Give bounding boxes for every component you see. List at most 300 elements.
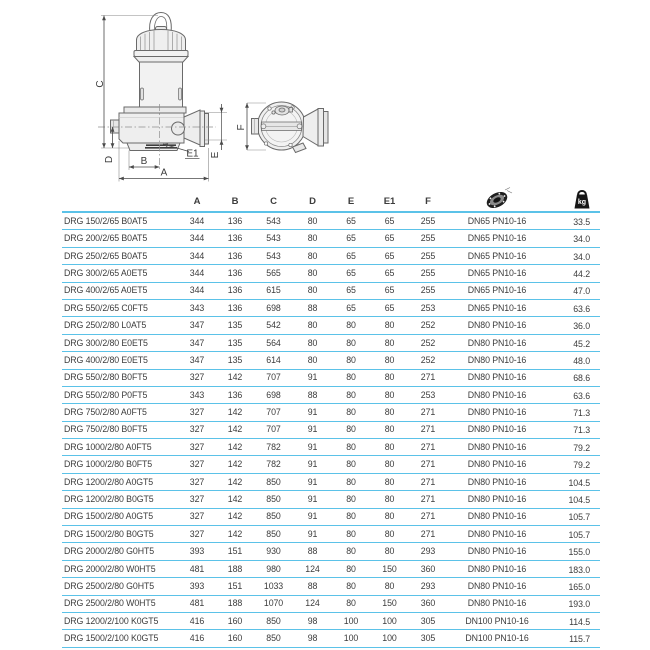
col-header-b: B: [216, 186, 254, 212]
weight-cell: 165.0: [547, 579, 600, 596]
dim-d-cell: 91: [293, 508, 332, 525]
dim-e1-cell: 80: [370, 578, 409, 595]
table-row: [62, 630, 600, 647]
flange-cell: DN80 PN10-16: [447, 578, 547, 595]
dim-e-cell: 65: [332, 212, 370, 230]
dim-f-cell: 360: [409, 560, 447, 577]
dim-d-cell: 124: [293, 595, 332, 612]
flange-cell: DN65 PN10-16: [447, 282, 547, 299]
dimensions-table: [62, 186, 600, 648]
dim-f-cell: 293: [409, 543, 447, 560]
dim-f-cell: 271: [409, 491, 447, 508]
table-row: [62, 352, 600, 369]
dim-e-cell: 65: [332, 282, 370, 299]
dim-c-cell: 1033: [254, 578, 293, 595]
col-header-d: D: [293, 186, 332, 212]
dim-c-cell: 707: [254, 369, 293, 386]
weight-cell: 71.3: [547, 422, 600, 439]
table-row: [62, 560, 600, 577]
dim-d-cell: 124: [293, 560, 332, 577]
dim-b-cell: 188: [216, 560, 254, 577]
flange-cell: DN80 PN10-16: [447, 369, 547, 386]
model-cell: DRG 2500/2/80 W0HT5: [62, 595, 178, 612]
dim-b-cell: 136: [216, 282, 254, 299]
dim-f-cell: 252: [409, 317, 447, 334]
dim-e-cell: 80: [332, 421, 370, 438]
dim-e-cell: 80: [332, 404, 370, 421]
col-header-f: F: [409, 186, 447, 212]
dim-d-cell: 88: [293, 578, 332, 595]
dim-c-cell: 543: [254, 230, 293, 247]
flange-cell: DN65 PN10-16: [447, 230, 547, 247]
dim-f-cell: 271: [409, 508, 447, 525]
dim-a-cell: 327: [178, 369, 216, 386]
flange-cell: DN65 PN10-16: [447, 299, 547, 316]
table-row: [62, 612, 600, 629]
model-cell: DRG 400/2/80 E0ET5: [62, 352, 178, 369]
dim-e1-cell: 80: [370, 508, 409, 525]
dim-b-cell: 151: [216, 578, 254, 595]
dim-d-cell: 88: [293, 299, 332, 316]
table-row: [62, 543, 600, 560]
dim-c-cell: 707: [254, 421, 293, 438]
flange-cell: DN80 PN10-16: [447, 334, 547, 351]
table-row: [62, 230, 600, 247]
model-cell: DRG 550/2/80 B0FT5: [62, 369, 178, 386]
table-row: [62, 595, 600, 612]
motor-cap-shape: [134, 27, 188, 63]
dim-d-cell: 80: [293, 334, 332, 351]
dim-e-cell: 80: [332, 526, 370, 543]
dim-b-cell: 136: [216, 299, 254, 316]
col-header-a: A: [178, 186, 216, 212]
model-cell: DRG 1500/2/80 A0GT5: [62, 508, 178, 525]
dim-label-d: D: [104, 155, 115, 164]
dim-d-cell: 91: [293, 421, 332, 438]
dim-e1-cell: 80: [370, 317, 409, 334]
weight-cell: 104.5: [547, 492, 600, 509]
weight-cell: 63.6: [547, 387, 600, 404]
dim-a-cell: 481: [178, 560, 216, 577]
dim-c-cell: 564: [254, 334, 293, 351]
dim-a-cell: 347: [178, 334, 216, 351]
dim-a-cell: 327: [178, 456, 216, 473]
model-cell: DRG 1200/2/80 A0GT5: [62, 473, 178, 490]
dim-c-cell: 850: [254, 526, 293, 543]
table-row: [62, 508, 600, 525]
dim-a-cell: 393: [178, 543, 216, 560]
dim-a-cell: 343: [178, 386, 216, 403]
col-header-c: C: [254, 186, 293, 212]
dim-b-cell: 142: [216, 526, 254, 543]
flange-cell: DN80 PN10-16: [447, 456, 547, 473]
weight-cell: 79.2: [547, 440, 600, 457]
dim-e1-cell: 150: [370, 595, 409, 612]
dim-d-cell: 80: [293, 317, 332, 334]
dim-f-cell: 305: [409, 612, 447, 629]
weight-cell: 183.0: [547, 561, 600, 578]
pump-side-view: [98, 13, 216, 171]
dim-d-cell: 91: [293, 456, 332, 473]
flange-cell: DN80 PN10-16: [447, 508, 547, 525]
table-row: [62, 212, 600, 230]
dim-e1-cell: 80: [370, 439, 409, 456]
dim-d-cell: 88: [293, 386, 332, 403]
model-cell: DRG 750/2/80 A0FT5: [62, 404, 178, 421]
motor-body-shape: [140, 62, 183, 107]
dim-e-cell: 80: [332, 317, 370, 334]
dim-e1-cell: 80: [370, 369, 409, 386]
model-cell: DRG 2500/2/80 G0HT5: [62, 578, 178, 595]
table-row: [62, 421, 600, 438]
dim-a-cell: 327: [178, 473, 216, 490]
pump-dimension-drawing: [0, 0, 650, 185]
dim-b-cell: 142: [216, 421, 254, 438]
dim-c-cell: 850: [254, 612, 293, 629]
model-cell: DRG 300/2/80 E0ET5: [62, 334, 178, 351]
table-row: [62, 404, 600, 421]
dim-e1-cell: 100: [370, 630, 409, 647]
flange-cell: DN80 PN10-16: [447, 317, 547, 334]
dim-d-cell: 80: [293, 247, 332, 264]
dim-e1-cell: 80: [370, 526, 409, 543]
dim-f-cell: 271: [409, 421, 447, 438]
model-cell: DRG 550/2/80 P0FT5: [62, 386, 178, 403]
weight-cell: 47.0: [547, 283, 600, 300]
flange-cell: DN80 PN10-16: [447, 491, 547, 508]
flange-cell: DN80 PN10-16: [447, 543, 547, 560]
dim-e-cell: 80: [332, 473, 370, 490]
dim-e-cell: 65: [332, 265, 370, 282]
dim-e1-cell: 65: [370, 212, 409, 230]
dim-d-cell: 91: [293, 404, 332, 421]
dim-a-cell: 327: [178, 491, 216, 508]
dim-c-cell: 782: [254, 456, 293, 473]
weight-cell: 63.6: [547, 300, 600, 317]
dim-c-cell: 543: [254, 212, 293, 230]
dim-f-cell: 305: [409, 630, 447, 647]
model-cell: DRG 400/2/65 A0ET5: [62, 282, 178, 299]
dim-a-cell: 327: [178, 526, 216, 543]
dim-e1-cell: 65: [370, 230, 409, 247]
table-header-row: [62, 186, 600, 212]
dim-b-cell: 136: [216, 265, 254, 282]
dim-e-cell: 80: [332, 543, 370, 560]
dim-e1-cell: 80: [370, 491, 409, 508]
dim-d-cell: 98: [293, 612, 332, 629]
dim-e1-cell: 80: [370, 404, 409, 421]
dim-c-cell: 1070: [254, 595, 293, 612]
dim-b-cell: 160: [216, 630, 254, 647]
table-row: [62, 578, 600, 595]
model-cell: DRG 2000/2/80 W0HT5: [62, 560, 178, 577]
dim-e1-cell: 65: [370, 265, 409, 282]
dim-label-e1: E1: [186, 148, 199, 160]
dim-e1-cell: 80: [370, 352, 409, 369]
dim-d-cell: 80: [293, 230, 332, 247]
model-cell: DRG 2000/2/80 G0HT5: [62, 543, 178, 560]
dim-b-cell: 136: [216, 212, 254, 230]
table-row: [62, 247, 600, 264]
model-cell: DRG 1000/2/80 B0FT5: [62, 456, 178, 473]
dim-b-cell: 142: [216, 404, 254, 421]
dim-label-c: C: [95, 80, 106, 88]
dim-a-cell: 416: [178, 612, 216, 629]
dim-e-cell: 80: [332, 386, 370, 403]
dim-c-cell: 850: [254, 630, 293, 647]
flange-cell: DN80 PN10-16: [447, 595, 547, 612]
dim-a-cell: 344: [178, 282, 216, 299]
flange-cell: DN80 PN10-16: [447, 439, 547, 456]
dim-e1-cell: 100: [370, 612, 409, 629]
dim-f-cell: 255: [409, 230, 447, 247]
model-cell: DRG 250/2/80 L0AT5: [62, 317, 178, 334]
flange-cell: DN65 PN10-16: [447, 212, 547, 230]
dim-f-cell: 255: [409, 265, 447, 282]
col-header-e: E: [332, 186, 370, 212]
dim-b-cell: 135: [216, 334, 254, 351]
dim-f-cell: 360: [409, 595, 447, 612]
dim-f-cell: 252: [409, 334, 447, 351]
dim-e-cell: 80: [332, 595, 370, 612]
dim-f-cell: 255: [409, 282, 447, 299]
dim-e1-cell: 80: [370, 473, 409, 490]
dim-c-cell: 850: [254, 473, 293, 490]
dim-b-cell: 136: [216, 386, 254, 403]
weight-cell: 193.0: [547, 596, 600, 613]
model-cell: DRG 250/2/65 B0AT5: [62, 247, 178, 264]
dim-e-cell: 65: [332, 247, 370, 264]
dim-d-cell: 98: [293, 630, 332, 647]
dim-d-cell: 80: [293, 282, 332, 299]
weight-cell: 45.2: [547, 335, 600, 352]
model-cell: DRG 1200/2/100 K0GT5: [62, 612, 178, 629]
weight-cell: 115.7: [547, 631, 600, 648]
flange-cell: DN80 PN10-16: [447, 421, 547, 438]
col-header-weight: [547, 186, 600, 212]
dim-c-cell: 707: [254, 404, 293, 421]
flange-cell: DN65 PN10-16: [447, 247, 547, 264]
model-cell: DRG 550/2/65 C0FT5: [62, 299, 178, 316]
dim-a-cell: 344: [178, 230, 216, 247]
dim-a-cell: 327: [178, 404, 216, 421]
dim-f-cell: 271: [409, 456, 447, 473]
dim-c-cell: 543: [254, 247, 293, 264]
dim-b-cell: 151: [216, 543, 254, 560]
weight-cell: 68.6: [547, 370, 600, 387]
dim-a-cell: 343: [178, 299, 216, 316]
dim-label-e: E: [210, 151, 221, 159]
dim-d-cell: 91: [293, 439, 332, 456]
dim-f-cell: 293: [409, 578, 447, 595]
dim-e-cell: 65: [332, 299, 370, 316]
dim-e1-cell: 80: [370, 543, 409, 560]
dim-a-cell: 393: [178, 578, 216, 595]
dim-c-cell: 615: [254, 282, 293, 299]
weight-cell: 105.7: [547, 527, 600, 544]
weight-cell: 155.0: [547, 544, 600, 561]
flange-cell: DN80 PN10-16: [447, 404, 547, 421]
weight-cell: 105.7: [547, 509, 600, 526]
dim-e1-cell: 65: [370, 247, 409, 264]
dim-b-cell: 142: [216, 508, 254, 525]
dim-f-cell: 271: [409, 526, 447, 543]
dim-b-cell: 142: [216, 491, 254, 508]
table-row: [62, 473, 600, 490]
dim-e-cell: 80: [332, 334, 370, 351]
flange-cell: DN80 PN10-16: [447, 352, 547, 369]
weight-cell: 104.5: [547, 474, 600, 491]
table-row: [62, 386, 600, 403]
model-cell: DRG 1500/2/80 B0GT5: [62, 526, 178, 543]
dim-e-cell: 80: [332, 560, 370, 577]
dim-c-cell: 850: [254, 491, 293, 508]
weight-cell: 79.2: [547, 457, 600, 474]
dim-e-cell: 80: [332, 508, 370, 525]
dim-d-cell: 91: [293, 491, 332, 508]
dim-c-cell: 850: [254, 508, 293, 525]
dim-d-cell: 88: [293, 543, 332, 560]
dim-c-cell: 565: [254, 265, 293, 282]
flange-cell: DN80 PN10-16: [447, 386, 547, 403]
dim-c-cell: 782: [254, 439, 293, 456]
dim-e-cell: 100: [332, 630, 370, 647]
table-row: [62, 265, 600, 282]
model-cell: DRG 200/2/65 B0AT5: [62, 230, 178, 247]
dim-c-cell: 614: [254, 352, 293, 369]
table-row: [62, 299, 600, 316]
dim-a-cell: 416: [178, 630, 216, 647]
table-row: [62, 439, 600, 456]
weight-cell: 114.5: [547, 613, 600, 630]
dim-label-f: F: [236, 124, 247, 131]
flange-cell: DN100 PN10-16: [447, 612, 547, 629]
dim-b-cell: 142: [216, 369, 254, 386]
model-cell: DRG 1200/2/80 B0GT5: [62, 491, 178, 508]
table-row: [62, 491, 600, 508]
weight-cell: 48.0: [547, 353, 600, 370]
dim-c-cell: 698: [254, 299, 293, 316]
dim-b-cell: 142: [216, 473, 254, 490]
weight-cell: 36.0: [547, 318, 600, 335]
dim-b-cell: 188: [216, 595, 254, 612]
side-tab-shape: [252, 119, 259, 135]
dim-f-cell: 255: [409, 247, 447, 264]
flange-cell: DN80 PN10-16: [447, 526, 547, 543]
dim-e-cell: 80: [332, 578, 370, 595]
table-row: [62, 334, 600, 351]
dim-e-cell: 80: [332, 491, 370, 508]
table-row: [62, 369, 600, 386]
dim-a-cell: 344: [178, 247, 216, 264]
flange-icon: [477, 186, 517, 210]
dim-f-cell: 271: [409, 439, 447, 456]
dim-label-a: A: [160, 167, 168, 179]
dim-b-cell: 142: [216, 439, 254, 456]
model-cell: DRG 1500/2/100 K0GT5: [62, 630, 178, 647]
flange-cell: DN80 PN10-16: [447, 473, 547, 490]
weight-cell: 34.0: [547, 248, 600, 265]
dim-a-cell: 347: [178, 317, 216, 334]
dim-e-cell: 80: [332, 439, 370, 456]
dim-d-cell: 80: [293, 352, 332, 369]
dim-f-cell: 271: [409, 473, 447, 490]
weight-icon: [571, 186, 593, 210]
dim-d-cell: 91: [293, 473, 332, 490]
dim-a-cell: 347: [178, 352, 216, 369]
kg-label: kg: [577, 199, 587, 206]
table-row: [62, 456, 600, 473]
dim-a-cell: 327: [178, 439, 216, 456]
dim-f-cell: 253: [409, 299, 447, 316]
dim-b-cell: 135: [216, 317, 254, 334]
dim-f-cell: 252: [409, 352, 447, 369]
dim-b-cell: 136: [216, 230, 254, 247]
dim-d-cell: 80: [293, 212, 332, 230]
weight-cell: 71.3: [547, 405, 600, 422]
dim-a-cell: 327: [178, 421, 216, 438]
weight-cell: 33.5: [547, 213, 600, 231]
weight-cell: 34.0: [547, 231, 600, 248]
dim-a-cell: 344: [178, 265, 216, 282]
col-header-flange: [447, 186, 547, 212]
dim-e-cell: 80: [332, 369, 370, 386]
col-header-e1: E1: [370, 186, 409, 212]
dim-b-cell: 136: [216, 247, 254, 264]
model-cell: DRG 1000/2/80 A0FT5: [62, 439, 178, 456]
dim-e-cell: 80: [332, 456, 370, 473]
flange-cell: DN80 PN10-16: [447, 560, 547, 577]
dim-f-cell: 255: [409, 212, 447, 230]
table-row: [62, 282, 600, 299]
dim-c-cell: 698: [254, 386, 293, 403]
dim-label-b: B: [140, 156, 148, 167]
dim-e1-cell: 65: [370, 282, 409, 299]
front-discharge-flange-shape: [303, 109, 328, 147]
flange-cell: DN100 PN10-16: [447, 630, 547, 647]
dim-b-cell: 160: [216, 612, 254, 629]
dim-e1-cell: 80: [370, 334, 409, 351]
dim-d-cell: 80: [293, 265, 332, 282]
dim-e-cell: 80: [332, 352, 370, 369]
dim-e1-cell: 80: [370, 386, 409, 403]
dim-c-cell: 930: [254, 543, 293, 560]
table-row: [62, 317, 600, 334]
dim-f-cell: 253: [409, 386, 447, 403]
dim-a-cell: 481: [178, 595, 216, 612]
dim-b-cell: 142: [216, 456, 254, 473]
dim-e-cell: 100: [332, 612, 370, 629]
dim-e1-cell: 80: [370, 421, 409, 438]
col-header-model: [62, 186, 178, 212]
weight-cell: 44.2: [547, 266, 600, 283]
dim-e1-cell: 65: [370, 299, 409, 316]
model-cell: DRG 150/2/65 B0AT5: [62, 212, 178, 230]
dim-b-cell: 135: [216, 352, 254, 369]
dim-f-cell: 271: [409, 404, 447, 421]
dim-d-cell: 91: [293, 526, 332, 543]
dim-d-cell: 91: [293, 369, 332, 386]
pump-volute-view: [252, 102, 329, 153]
dim-c-cell: 542: [254, 317, 293, 334]
model-cell: DRG 750/2/80 B0FT5: [62, 421, 178, 438]
dim-e-cell: 65: [332, 230, 370, 247]
dim-e1-cell: 150: [370, 560, 409, 577]
dim-e1-cell: 80: [370, 456, 409, 473]
dim-c-cell: 980: [254, 560, 293, 577]
model-cell: DRG 300/2/65 A0ET5: [62, 265, 178, 282]
clamp-band-shape: [261, 122, 302, 131]
